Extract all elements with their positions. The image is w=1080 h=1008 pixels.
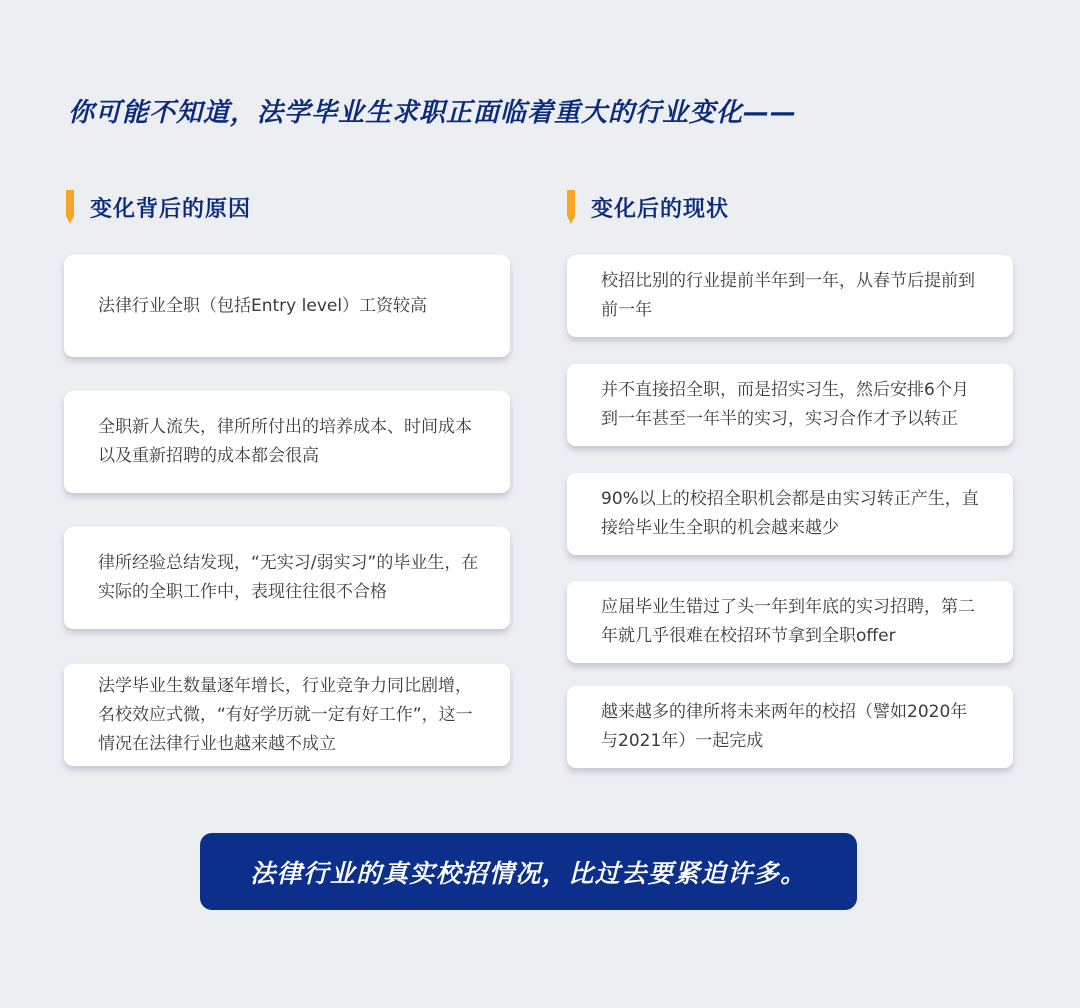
conclusion-banner bbox=[200, 833, 857, 910]
conclusion-text: 法律行业的真实校招情况，比过去要紧迫许多。 bbox=[250, 858, 807, 888]
page-headline: 你可能不知道，法学毕业生求职正面临着重大的行业变化—— bbox=[68, 98, 798, 128]
status-text: 校招比别的行业提前半年到一年，从春节后提前到前一年 bbox=[601, 271, 975, 320]
section-header-reasons bbox=[66, 190, 251, 224]
reason-text: 律所经验总结发现，“无实习/弱实习”的毕业生，在实际的全职工作中，表现往往很不合格 bbox=[98, 553, 479, 602]
pencil-icon bbox=[66, 190, 74, 224]
pencil-icon bbox=[567, 190, 575, 224]
reason-text: 法学毕业生数量逐年增长，行业竞争力同比剧增，名校效应式微，“有好学历就一定有好工作”，这一情况在法律行业也越来越不成立 bbox=[98, 675, 473, 754]
reason-text: 全职新人流失，律所所付出的培养成本、时间成本以及重新招聘的成本都会很高 bbox=[98, 417, 472, 466]
status-card-4 bbox=[567, 581, 1013, 663]
section-title-status: 变化后的现状 bbox=[591, 196, 730, 222]
reason-card-3 bbox=[64, 527, 510, 629]
status-card-3 bbox=[567, 473, 1013, 555]
status-text: 并不直接招全职，而是招实习生，然后安排6个月到一年甚至一年半的实习，实习合作才予以转正 bbox=[601, 380, 969, 429]
reason-text: 法律行业全职（包括Entry level）工资较高 bbox=[98, 295, 428, 316]
section-header-status bbox=[567, 190, 729, 224]
status-text: 90%以上的校招全职机会都是由实习转正产生，直接给毕业生全职的机会越来越少 bbox=[601, 489, 979, 538]
status-card-2 bbox=[567, 364, 1013, 446]
section-title-reasons: 变化背后的原因 bbox=[90, 196, 252, 222]
status-text: 越来越多的律所将未来两年的校招（譬如2020年与2021年）一起完成 bbox=[601, 702, 968, 751]
reason-card-1 bbox=[64, 255, 510, 357]
reason-card-4 bbox=[64, 664, 510, 766]
status-text: 应届毕业生错过了头一年到年底的实习招聘，第二年就几乎很难在校招环节拿到全职offer bbox=[601, 597, 975, 646]
status-card-1 bbox=[567, 255, 1013, 337]
status-card-5 bbox=[567, 686, 1013, 768]
reason-card-2 bbox=[64, 391, 510, 493]
